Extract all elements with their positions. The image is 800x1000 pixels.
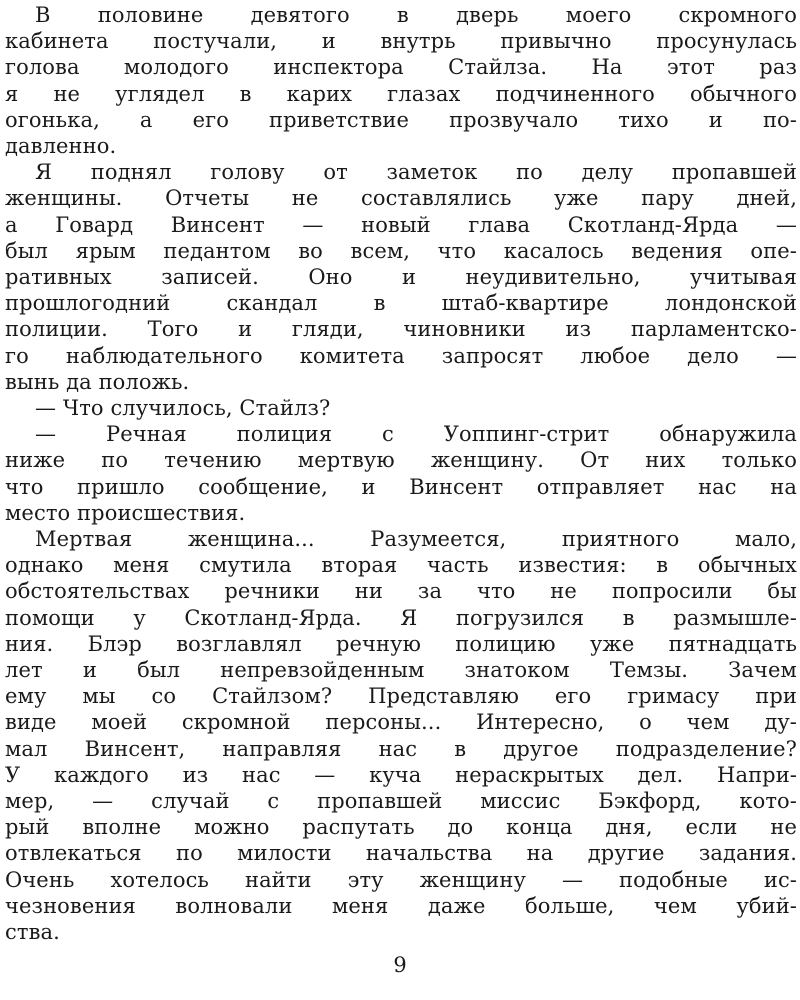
text-line: однако меня смутила вторая часть известия: в обычных [5, 553, 797, 578]
text-line: отвлекаться по милости начальства на другие задания. [5, 841, 797, 866]
dialogue-line: — Что случилось, Стайлз? [35, 396, 331, 420]
text-line: полиции. Того и гляди, чиновники из парламентско- [5, 317, 797, 342]
text-line: ративных записей. Оно и неудивительно, учитывая [5, 265, 797, 289]
text-line: лет и был непревзойденным знатоком Темзы. Зачем [5, 658, 797, 682]
text-line: был ярым педантом во всем, что касалось ведения опе- [5, 238, 797, 263]
text-line: мер, — случай с пропавшей миссис Бэкфорд, кото- [5, 789, 797, 813]
text-line: что пришло сообщение, и Винсент отправляет нас на [5, 474, 797, 499]
text-line: огонька, а его приветствие прозвучало тихо и по- [5, 107, 797, 132]
dialogue-line: — Речная полиция с Уоппинг-стрит обнаружила [35, 422, 797, 447]
text-line: ства. [5, 920, 60, 944]
text-line: прошлогодний скандал в штаб-квартире лондонской [5, 291, 797, 316]
text-line: вынь да положь. [5, 369, 190, 394]
text-line: ему мы со Стайлзом? Представляю его гримасу при [5, 684, 797, 709]
text-line: виде моей скромной персоны... Интересно, о чем ду- [5, 710, 797, 735]
text-line: ния. Блэр возглавлял речную полицию уже пятнадцать [5, 631, 797, 656]
text-line: рый вполне можно распутать до конца дня, если не [5, 815, 797, 840]
text-line: мал Винсент, направляя нас в другое подразделение? [5, 736, 797, 761]
text-line: давленно. [5, 134, 117, 158]
text-line: ниже по течению мертвую женщину. От них только [5, 448, 797, 473]
text-line: чезновения волновали меня даже больше, чем убий- [5, 893, 797, 918]
text-line: Очень хотелось найти эту женщину — подобные ис- [5, 867, 797, 892]
page-number: 9 [393, 953, 407, 978]
text-line: У каждого из нас — куча нераскрытых дел. Напри- [5, 762, 797, 787]
text-line: Я поднял голову от заметок по делу пропавшей [35, 160, 797, 185]
text-line: В половине девятого в дверь моего скромного [35, 3, 797, 27]
text-line: го наблюдательного комитета запросят любое дело — [5, 343, 797, 368]
text-line: а Говард Винсент — новый глава Скотланд-Ярда — [5, 212, 797, 237]
text-line: помощи у Скотланд-Ярда. Я погрузился в размышле- [5, 605, 797, 630]
text-line: женщины. Отчеты не составлялись уже пару дней, [5, 186, 797, 211]
text-line: место происшествия. [5, 500, 246, 525]
text-line: кабинета постучали, и внутрь привычно просунулась [5, 29, 797, 54]
text-line: обстоятельствах речники ни за что не попросили бы [5, 579, 797, 604]
text-line: я не углядел в карих глазах подчиненного обычного [5, 81, 797, 106]
text-line: Мертвая женщина... Разумеется, приятного мало, [35, 527, 797, 551]
text-line: голова молодого инспектора Стайлза. На этот раз [5, 55, 797, 80]
